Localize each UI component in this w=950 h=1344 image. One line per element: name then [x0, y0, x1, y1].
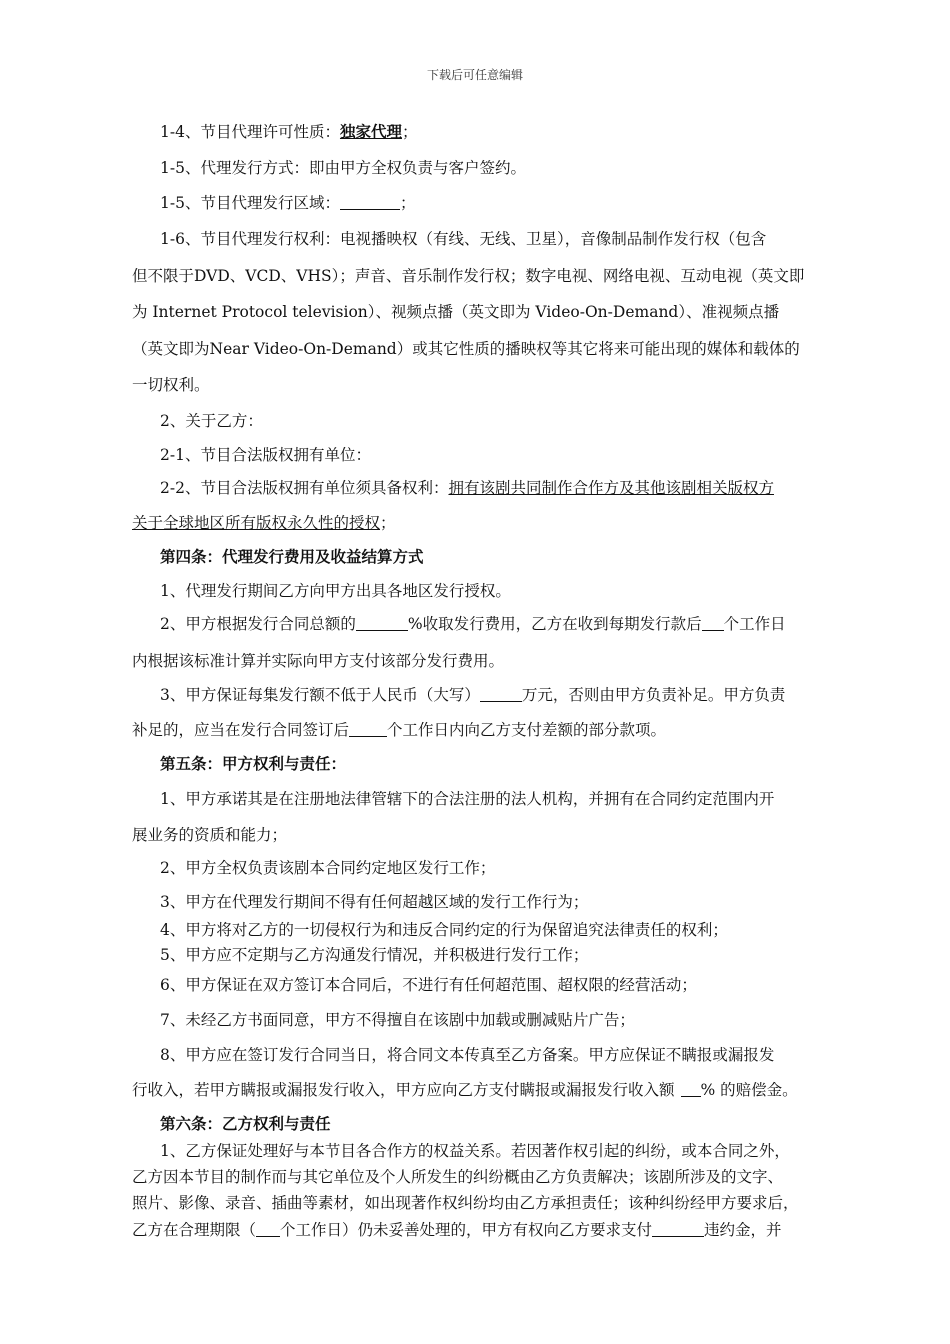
article-4-item-2-line1 — [0, 612, 950, 634]
clause-2-1: 2-1、节目合法版权拥有单位： — [160, 446, 371, 464]
liquidated-damages-blank[interactable] — [652, 1222, 704, 1237]
article-6-line2: 乙方因本节目的制作而与其它单位及个人所发生的纠纷概由乙方负责解决；该剧所涉及的文字、 — [132, 1168, 784, 1186]
clause-1-5-region — [0, 191, 950, 213]
clause-1-5-region-label: 1-5、节目代理发行区域： — [160, 194, 340, 212]
article-5-item-6: 6、甲方保证在双方签订本合同后，不进行有任何超范围、超权限的经营活动； — [160, 976, 697, 994]
article-5-item-8-line1: 8、甲方应在签订发行合同当日，将合同文本传真至乙方备案。甲方应保证不瞒报或漏报发 — [160, 1046, 775, 1064]
article-4-item-3-line2 — [0, 718, 950, 740]
article-5-item-1-line1: 1、甲方承诺其是在注册地法律管辖下的合法注册的法人机构，并拥有在合同约定范围内开 — [160, 790, 775, 808]
clause-1-6-line2: 但不限于DVD、VCD、VHS）；声音、音乐制作发行权；数字电视、网络电视、互动电视（英文即 — [132, 267, 805, 285]
article-4-item-2-part-c: 个工作日 — [723, 615, 786, 633]
page-header: 下载后可任意编辑 — [426, 68, 523, 82]
clause-1-6-line3: 为 Internet Protocol television）、视频点播（英文即为 Video-On-Demand）、准视频点播 — [132, 303, 780, 321]
fee-percent-blank[interactable] — [356, 616, 408, 631]
clause-1-5-method: 1-5、代理发行方式：即由甲方全权负责与客户签约。 — [160, 159, 526, 177]
article-4-item-3-part-c: 补足的，应当在发行合同签订后 — [132, 721, 350, 739]
clause-2-2-line2 — [0, 511, 950, 533]
clause-2-2-line1 — [0, 476, 950, 498]
article-6-line3: 照片、影像、录音、插曲等素材，如出现著作权纠纷均由乙方承担责任；该种纠纷经甲方要求后， — [132, 1194, 799, 1212]
article-5-item-7: 7、未经乙方书面同意，甲方不得擅自在该剧中加载或删减贴片广告； — [160, 1011, 635, 1029]
article-6-line4-part-b: 个工作日）仍未妥善处理的，甲方有权向乙方要求支付 — [280, 1221, 653, 1239]
clause-1-6-line4: （英文即为Near Video-On-Demand）或其它性质的播映权等其它将来可能出现的媒体和载体的 — [132, 340, 800, 358]
article-5-item-3: 3、甲方在代理发行期间不得有任何超越区域的发行工作行为； — [160, 893, 589, 911]
article-5-item-5: 5、甲方应不定期与乙方沟通发行情况，并积极进行发行工作； — [160, 946, 589, 964]
clause-1-6-line1: 1-6、节目代理发行权利：电视播映权（有线、无线、卫星），音像制品制作发行权（包含 — [160, 230, 767, 248]
article-6-line4-part-a: 乙方在合理期限（ — [132, 1221, 257, 1239]
article-4-item-3-line1 — [0, 683, 950, 705]
article-5-item-8-part-b: % 的赔偿金。 — [700, 1081, 798, 1099]
article-4-item-3-part-a: 3、甲方保证每集发行额不低于人民币（大写） — [160, 686, 480, 704]
article-4-item-2-part-a: 2、甲方根据发行合同总额的 — [160, 615, 356, 633]
article-5-title: 第五条：甲方权利与责任： — [160, 754, 347, 773]
article-4-item-1: 1、代理发行期间乙方向甲方出具各地区发行授权。 — [160, 582, 511, 600]
article-4-item-2-line2: 内根据该标准计算并实际向甲方支付该部分发行费用。 — [132, 652, 505, 670]
clause-1-4 — [0, 120, 950, 142]
article-5-item-4: 4、甲方将对乙方的一切侵权行为和违反合同约定的行为保留追究法律责任的权利； — [160, 921, 728, 939]
section-2-heading: 2、关于乙方： — [160, 412, 263, 430]
article-5-item-8-part-a: 行收入，若甲方瞒报或漏报发行收入，甲方应向乙方支付瞒报或漏报发行收入额 — [132, 1081, 675, 1099]
deadline-days-blank[interactable] — [256, 1222, 280, 1237]
article-6-title: 第六条：乙方权利与责任 — [160, 1114, 331, 1133]
penalty-percent-blank[interactable] — [681, 1082, 701, 1097]
clause-2-2-rights-part1: 拥有该剧共同制作合作方及其他该剧相关版权方 — [448, 479, 774, 497]
clause-1-4-end: ； — [401, 123, 418, 141]
article-6-line1: 1、乙方保证处理好与本节目各合作方的权益关系。若因著作权引起的纠纷，或本合同之外， — [160, 1142, 790, 1160]
article-6-line4 — [0, 1218, 950, 1240]
min-amount-blank[interactable] — [480, 687, 522, 702]
clause-2-2-label: 2-2、节目合法版权拥有单位须具备权利： — [160, 479, 449, 497]
exclusive-agency-value: 独家代理 — [339, 122, 402, 141]
clause-2-2-rights-part2: 关于全球地区所有版权永久性的授权 — [132, 514, 381, 532]
article-4-item-2-part-b: %收取发行费用，乙方在收到每期发行款后 — [407, 615, 702, 633]
article-5-item-2: 2、甲方全权负责该剧本合同约定地区发行工作； — [160, 859, 496, 877]
workdays-blank[interactable] — [702, 616, 724, 631]
article-4-title: 第四条：代理发行费用及收益结算方式 — [160, 547, 424, 566]
article-4-item-3-part-d: 个工作日内向乙方支付差额的部分款项。 — [387, 721, 667, 739]
article-5-item-8-line2 — [0, 1078, 950, 1100]
clause-2-2-end: ； — [380, 514, 396, 532]
article-4-item-3-part-b: 万元，否则由甲方负责补足。甲方负责 — [521, 686, 786, 704]
region-blank[interactable] — [340, 195, 400, 210]
article-6-line4-part-c: 违约金，并 — [704, 1221, 782, 1239]
clause-1-5-region-end: ； — [399, 194, 416, 212]
payment-days-blank[interactable] — [349, 722, 387, 737]
article-5-item-1-line2: 展业务的资质和能力； — [132, 826, 288, 844]
clause-1-4-label: 1-4、节目代理许可性质： — [160, 123, 340, 141]
clause-1-6-line5: 一切权利。 — [132, 376, 210, 394]
